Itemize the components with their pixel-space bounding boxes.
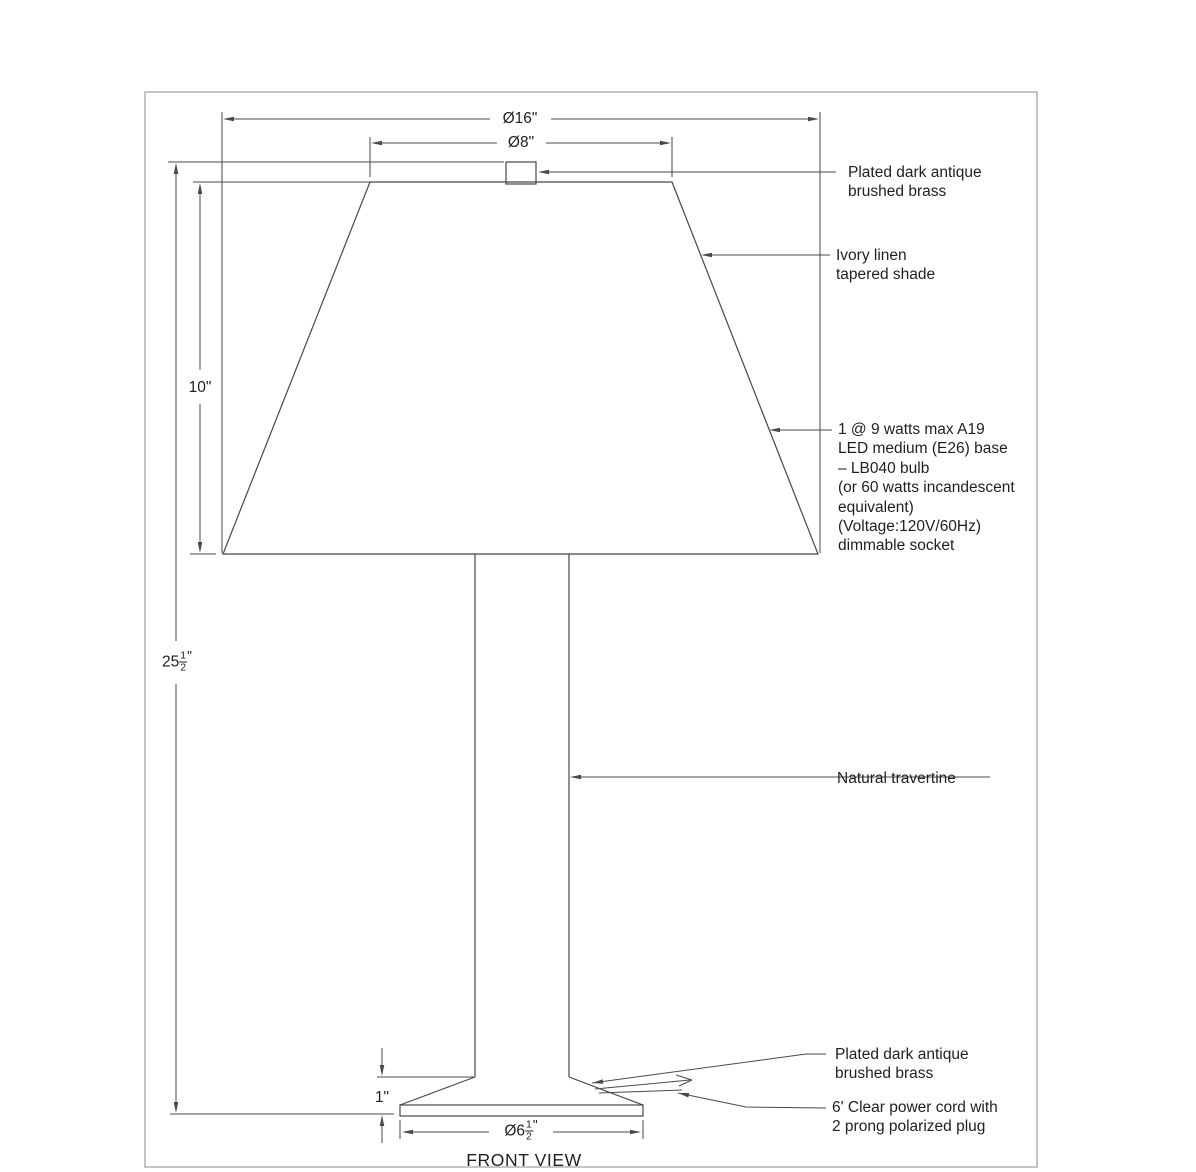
arrow-down-icon <box>380 1065 385 1076</box>
note-line: brushed brass <box>835 1065 934 1083</box>
dim-label-shade-bottom-diameter: Ø16" <box>502 110 538 127</box>
dim-base-diameter-unit: " <box>532 1117 538 1133</box>
note-line: dimmable socket <box>838 537 955 555</box>
note-bulb-spec <box>838 420 1015 556</box>
arrow-down-icon <box>198 542 203 553</box>
arrow-left-icon <box>678 1091 690 1098</box>
arrow-up-icon <box>198 183 203 194</box>
dim-label-base-height: 1" <box>374 1089 390 1106</box>
base-flare-left <box>400 1077 475 1105</box>
dim-label-base-diameter <box>502 1119 539 1142</box>
arrow-left-icon <box>592 1079 604 1085</box>
note-line: Plated dark antique <box>835 1046 969 1063</box>
arrow-left-icon <box>570 775 581 780</box>
note-line: – LB040 bulb <box>838 459 930 477</box>
dim-base-diameter-denominator: 2 <box>526 1130 532 1143</box>
note-line: 1 @ 9 watts max A19 <box>838 421 985 438</box>
note-line: (or 60 watts incandescent <box>838 479 1015 497</box>
leader-cord <box>678 1091 826 1108</box>
dim-total-height-fraction <box>179 650 187 673</box>
base-plinth-shape <box>400 1105 643 1116</box>
dim-base-diameter-numerator: 1 <box>526 1118 532 1131</box>
note-line: 6' Clear power cord with <box>832 1099 998 1116</box>
note-line: Natural travertine <box>837 770 956 787</box>
arrow-up-icon <box>174 163 179 174</box>
leader-shade <box>701 253 830 258</box>
dim-label-total-height <box>160 650 194 673</box>
arrow-left-icon <box>701 253 712 258</box>
leader-finial <box>538 170 836 175</box>
arrow-right-icon <box>630 1130 641 1135</box>
power-cord-shape <box>595 1075 692 1093</box>
arrow-down-icon <box>174 1102 179 1113</box>
note-line: (Voltage:120V/60Hz) <box>838 518 982 536</box>
note-line: brushed brass <box>848 183 947 201</box>
dim-label-shade-height: 10" <box>188 379 212 396</box>
dim-total-height-unit: " <box>187 648 192 664</box>
arrow-right-icon <box>808 117 819 122</box>
view-label: FRONT VIEW <box>466 1150 582 1170</box>
note-line: LED medium (E26) base <box>838 440 1008 458</box>
shade-shape <box>223 182 818 554</box>
dim-total-height-numerator: 1 <box>180 649 187 662</box>
note-base-material <box>835 1045 969 1084</box>
arrow-left-icon <box>371 141 382 146</box>
lamp-outline <box>223 162 818 1116</box>
note-stem-material <box>837 769 956 788</box>
dim-total-height-denominator: 2 <box>180 661 187 674</box>
leader-base-brass <box>592 1054 826 1085</box>
note-power-cord <box>832 1098 998 1137</box>
dim-base-diameter-fraction <box>525 1119 533 1142</box>
dim-total-height <box>168 162 504 1114</box>
note-line: Plated dark antique <box>848 164 982 181</box>
arrow-left-icon <box>769 428 780 433</box>
arrow-left-icon <box>402 1130 413 1135</box>
dim-total-height-whole: 25 <box>162 653 180 670</box>
arrow-left-icon <box>538 170 549 175</box>
arrow-left-icon <box>223 117 234 122</box>
note-finial-material <box>848 163 982 202</box>
dim-shade-height <box>190 182 370 554</box>
arrow-up-icon <box>380 1115 385 1126</box>
note-shade-material <box>836 246 935 285</box>
finial-shape <box>506 162 536 184</box>
leader-bulb <box>769 428 832 433</box>
note-line: 2 prong polarized plug <box>832 1118 986 1136</box>
note-line: tapered shade <box>836 266 936 284</box>
arrow-right-icon <box>660 141 671 146</box>
note-line: Ivory linen <box>836 247 907 264</box>
dim-label-shade-top-diameter: Ø8" <box>507 134 535 151</box>
dim-base-diameter-whole: Ø6 <box>504 1122 526 1139</box>
note-line: equivalent) <box>838 498 914 516</box>
